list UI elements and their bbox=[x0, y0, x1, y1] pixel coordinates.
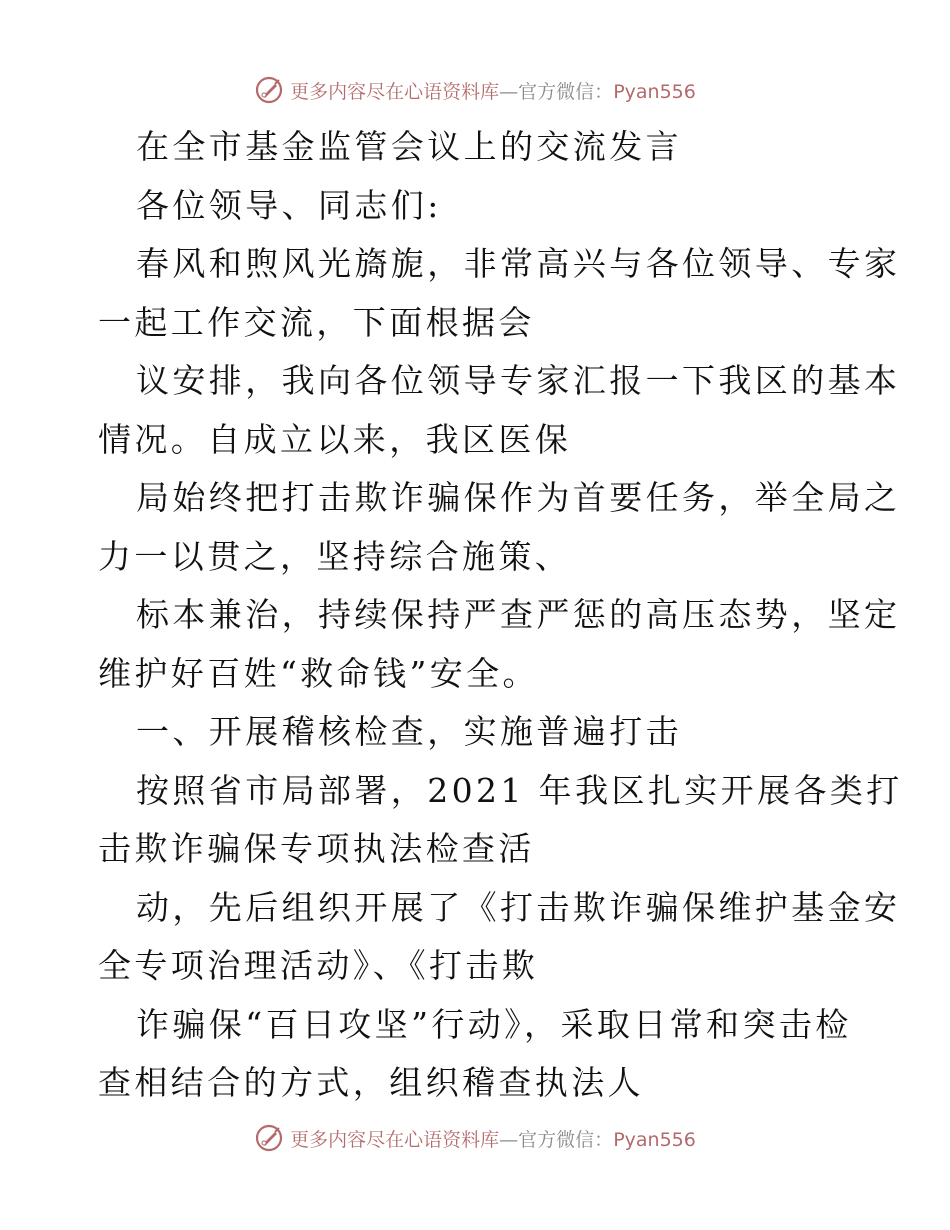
watermark-id: Pyan556 bbox=[613, 80, 696, 103]
watermark-id: Pyan556 bbox=[613, 1128, 696, 1151]
text-line: 力一以贯之，坚持综合施策、 bbox=[98, 536, 572, 576]
header-watermark bbox=[0, 70, 950, 110]
text-line: 诈骗保“百日攻坚”行动》，采取日常和突击检 bbox=[136, 1004, 852, 1044]
watermark-text bbox=[290, 77, 696, 104]
text-line: 维护好百姓“救命钱”安全。 bbox=[98, 653, 539, 693]
watermark-text bbox=[290, 1125, 696, 1152]
quill-logo-icon bbox=[254, 75, 284, 105]
text-line: 击欺诈骗保专项执法检查活 bbox=[98, 829, 535, 868]
text-line: 动，先后组织开展了《打击欺诈骗保维护基金安 bbox=[136, 887, 901, 927]
watermark-official: 官方微信： bbox=[518, 1128, 614, 1151]
text-line: 局始终把打击欺诈骗保作为首要任务，举全局之 bbox=[136, 478, 901, 517]
text-line: 各位领导、同志们: bbox=[136, 185, 442, 225]
text-line: 情况。自成立以来，我区医保 bbox=[98, 419, 572, 459]
text-line: 议安排，我向各位领导专家汇报一下我区的基本 bbox=[136, 361, 901, 400]
text-line: 在全市基金监管会议上的交流发言 bbox=[136, 127, 682, 166]
footer-watermark bbox=[0, 1118, 950, 1158]
text-line: 一起工作交流，下面根据会 bbox=[98, 302, 535, 342]
watermark-separator: — bbox=[499, 80, 519, 103]
text-line: 查相结合的方式，组织稽查执法人 bbox=[98, 1063, 644, 1102]
quill-logo-icon bbox=[254, 1123, 284, 1153]
watermark-separator: — bbox=[499, 1128, 519, 1151]
document-body bbox=[98, 118, 903, 1113]
text-line: 按照省市局部署，2021 年我区扎实开展各类打 bbox=[136, 770, 903, 810]
text-line: 全专项治理活动》、《打击欺 bbox=[98, 946, 539, 985]
watermark-brand: 更多内容尽在心语资料库 bbox=[290, 1128, 500, 1151]
text-line: 标本兼治，持续保持严查严惩的高压态势，坚定 bbox=[136, 595, 901, 634]
text-line: 一、开展稽核检查，实施普遍打击 bbox=[136, 712, 682, 751]
watermark-brand: 更多内容尽在心语资料库 bbox=[290, 80, 500, 103]
watermark-official: 官方微信： bbox=[518, 80, 614, 103]
text-line: 春风和煦风光旖旎，非常高兴与各位领导、专家 bbox=[136, 244, 901, 283]
